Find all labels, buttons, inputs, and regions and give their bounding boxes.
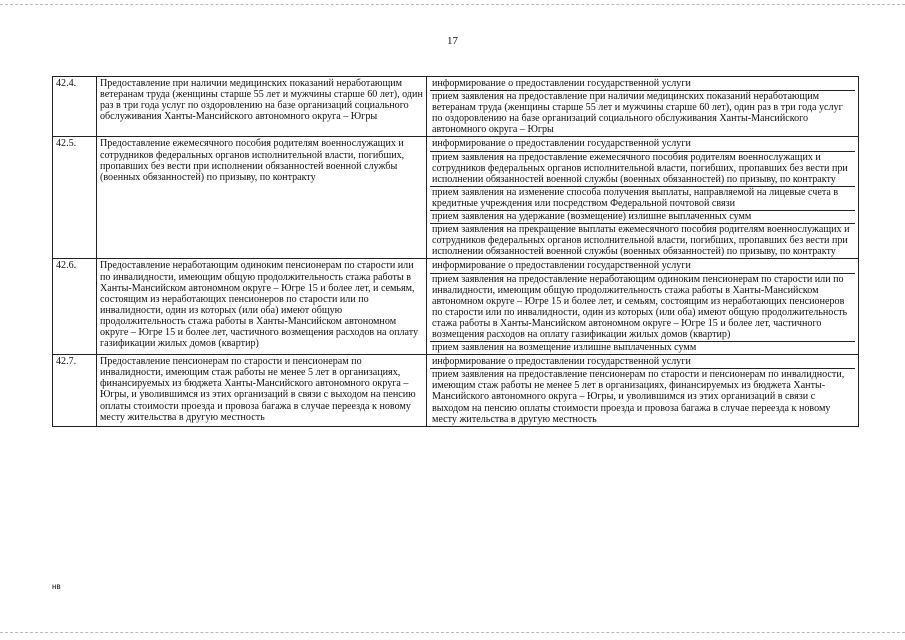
procedures-cell <box>427 77 859 137</box>
service-name: Предоставление неработающим одиноким пенсионерам по старости или по инвалидности, имеющим общую продолжительность стажа работы в Ханты-Мансийском автономном округе – Югре 15 и более лет, и семьям, состоящим из неработающих пенсионеров по старости или по инвалидности, один из которых (или оба) имеют общую продолжительность стажа работы в Ханты-Мансийском автономном округе – Югре 15 и более лет, частичного возмещения расходов на оплату газификации жилых домов (квартир) <box>97 259 427 355</box>
page-number: 17 <box>447 35 458 47</box>
procedure-item: прием заявления на изменение способа получения выплаты, направляемой на лицевые счета в кредитные учреждения или посредством Федеральной почтовой связи <box>430 187 855 211</box>
procedures-cell <box>427 137 859 259</box>
table-row <box>53 137 859 259</box>
procedure-item: информирование о предоставлении государственной услуги <box>430 260 855 273</box>
procedure-item: прием заявления на удержание (возмещение) излишне выплаченных сумм <box>430 211 855 224</box>
procedure-item: прием заявления на прекращение выплаты ежемесячного пособия родителям военнослужащих и сотрудников федеральных органов исполнительной власти, погибших, пропавших без вести при исполнении обязанностей военной службы (военных обязанностей) по призыву, по контракту <box>432 224 850 258</box>
procedures-cell <box>427 355 859 427</box>
service-name: Предоставление пенсионерам по старости и пенсионерам по инвалидности, имеющим стаж работы не менее 5 лет в организациях, финансируемых из бюджета Ханты-Мансийского автономного округа – Югры, и уволившимся из этих организаций в связи с выходом на пенсию оплаты стоимости проезда и провоза багажа в случае переезда к новому месту жительства в другую местность <box>97 355 427 427</box>
row-number: 42.5. <box>53 137 97 259</box>
services-table <box>52 76 859 427</box>
scan-top-edge <box>0 4 905 5</box>
footer-mark: нв <box>52 582 61 591</box>
service-name: Предоставление ежемесячного пособия родителям военнослужащих и сотрудников федеральных органов исполнительной власти, погибших, пропавших без вести при исполнении обязанностей военной службы (военных обязанностей) по призыву, по контракту <box>97 137 427 259</box>
procedure-item: прием заявления на возмещение излишне выплаченных сумм <box>432 342 697 354</box>
table-row <box>53 355 859 427</box>
procedures-cell <box>427 259 859 355</box>
table-row <box>53 77 859 137</box>
procedure-item: информирование о предоставлении государственной услуги <box>430 356 855 369</box>
procedure-item: информирование о предоставлении государственной услуги <box>430 138 855 151</box>
procedure-item: информирование о предоставлении государственной услуги <box>430 78 855 91</box>
procedure-item: прием заявления на предоставление неработающим одиноким пенсионерам по старости или по инвалидности, имеющим общую продолжительность стажа работы в Ханты-Мансийском автономном округе – Югре 15 и более лет, и семьям, состоящим из неработающих пенсионеров по старости или по инвалидности, один из которых (или оба) имеют общую продолжительность стажа работы в Ханты-Мансийском автономном округе – Югре 15 и более лет, частичного возмещения расходов на оплату газификации жилых домов (квартир) <box>430 274 855 343</box>
row-number: 42.4. <box>53 77 97 137</box>
procedure-item: прием заявления на предоставление пенсионерам по старости и пенсионерам по инвалидности, имеющим стаж работы не менее 5 лет в организациях, финансируемых из бюджета Ханты-Мансийского автономного округа – Югры, и уволившимся из этих организаций в связи с выходом на пенсию оплаты стоимости проезда и провоза багажа в случае переезда к новому месту жительства в другую местность <box>432 369 845 425</box>
procedure-item: прием заявления на предоставление ежемесячного пособия родителям военнослужащих и сотрудников федеральных органов исполнительной власти, погибших, пропавших без вести при исполнении обязанностей военной службы (военных обязанностей) по призыву, по контракту <box>430 152 855 187</box>
row-number: 42.7. <box>53 355 97 427</box>
procedure-item: прием заявления на предоставление при наличии медицинских показаний неработающим ветеранам труда (женщины старше 55 лет и мужчины старше 60 лет), один раз в три года услуг по оздоровлению на базе организаций социального обслуживания Ханты-Мансийского автономного округа – Югры <box>432 91 843 136</box>
table-row <box>53 259 859 355</box>
scan-bottom-edge <box>0 632 905 633</box>
service-name: Предоставление при наличии медицинских показаний неработающим ветеранам труда (женщины старше 55 лет и мужчины старше 60 лет), один раз в три года услуг по оздоровлению на базе организаций социального обслуживания Ханты-Мансийского автономного округа – Югры <box>97 77 427 137</box>
row-number: 42.6. <box>53 259 97 355</box>
